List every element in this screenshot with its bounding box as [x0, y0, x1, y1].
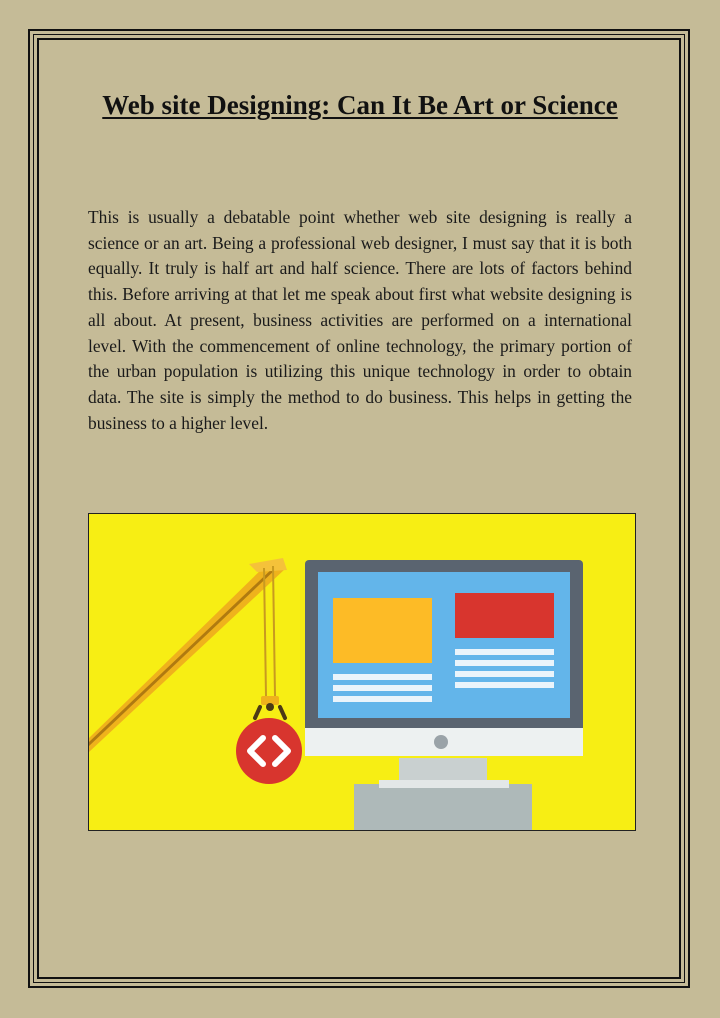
web-design-illustration [88, 513, 636, 831]
page-title: Web site Designing: Can It Be Art or Science [102, 90, 618, 120]
illustration-svg [89, 514, 635, 830]
page-border-inner [37, 38, 681, 979]
code-brackets-icon [236, 718, 302, 784]
body-paragraph: This is usually a debatable point whether web site designing is really a science or an art. Being a professional web designer, I must say that it is both equally. It truly is half art and half science. There are lots of factors behind this. Before arriving at that let me speak about first what website designing is all about. At present, business activities are performed on a international level. With the commencement of online technology, the primary portion of the urban population is utilizing this unique technology in order to obtain data. The site is simply the method to do business. This helps in getting the business to a higher level. [88, 207, 632, 433]
